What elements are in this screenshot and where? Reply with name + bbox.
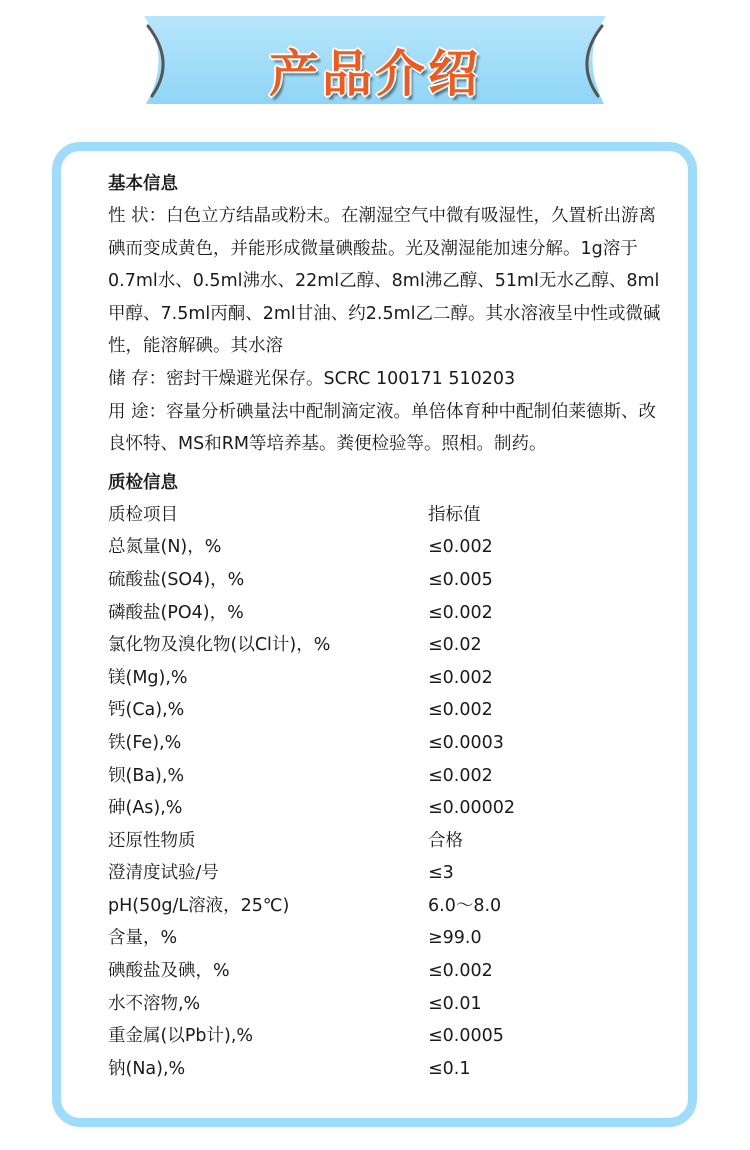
qc-row xyxy=(108,629,668,662)
qc-row xyxy=(108,825,668,858)
qc-item-value: ≤0.002 xyxy=(428,667,493,688)
qc-info-heading: 质检信息 xyxy=(108,472,178,493)
qc-item-value: 合格 xyxy=(428,830,463,851)
qc-header-item: 质检项目 xyxy=(108,504,178,525)
qc-row xyxy=(108,662,668,695)
storage-text: 储 存：密封干燥避光保存。SCRC 100171 510203 xyxy=(108,368,516,389)
qc-row xyxy=(108,890,668,923)
qc-item-name: 含量，% xyxy=(108,928,178,949)
qc-row xyxy=(108,1020,668,1053)
qc-item-name: 澄清度试验/号 xyxy=(108,863,219,884)
qc-item-value: ≤0.00002 xyxy=(428,798,516,819)
qc-item-value: ≤0.002 xyxy=(428,765,493,786)
qc-item-value: 6.0～8.0 xyxy=(428,895,502,916)
qc-item-name: 铁(Fe),% xyxy=(108,732,182,753)
qc-item-name: 还原性物质 xyxy=(108,830,196,851)
qc-item-name: 硫酸盐(SO4)，% xyxy=(108,569,245,590)
info-content xyxy=(108,168,668,1085)
qc-row xyxy=(108,760,668,793)
qc-item-value: ≤0.002 xyxy=(428,537,493,558)
qc-item-name: 重金属(以Pb计),% xyxy=(108,1026,254,1047)
qc-item-name: 碘酸盐及碘，% xyxy=(108,961,230,982)
qc-item-name: 总氮量(N)，% xyxy=(108,537,222,558)
qc-item-value: ≤0.002 xyxy=(428,700,493,721)
qc-item-value: ≤0.0003 xyxy=(428,732,504,753)
qc-item-value: ≤3 xyxy=(428,863,454,884)
qc-item-value: ≤0.1 xyxy=(428,1058,471,1079)
qc-row xyxy=(108,694,668,727)
qc-table xyxy=(108,531,668,1085)
qc-item-value: ≤0.002 xyxy=(428,602,493,623)
qc-row xyxy=(108,727,668,760)
basic-info-heading: 基本信息 xyxy=(108,174,178,194)
qc-row xyxy=(108,564,668,597)
qc-row xyxy=(108,531,668,564)
qc-item-name: pH(50g/L溶液，25℃) xyxy=(108,895,290,916)
qc-row xyxy=(108,922,668,955)
qc-item-name: 水不溶物,% xyxy=(108,993,201,1014)
qc-header-row xyxy=(108,499,668,532)
qc-row xyxy=(108,988,668,1021)
usage-text: 用 途：容量分析碘量法中配制滴定液。单倍体育种中配制伯莱德斯、改良怀特、MS和RM等培养基。粪便检验等。照相。制药。 xyxy=(108,401,657,455)
qc-item-name: 钡(Ba),% xyxy=(108,765,185,786)
qc-item-name: 镁(Mg),% xyxy=(108,667,188,688)
qc-item-value: ≤0.0005 xyxy=(428,1026,504,1047)
qc-item-value: ≤0.01 xyxy=(428,993,482,1014)
qc-item-name: 氯化物及溴化物(以Cl计)，% xyxy=(108,635,331,656)
banner-title: 产品介绍 xyxy=(269,45,481,103)
qc-item-value: ≤0.005 xyxy=(428,569,493,590)
qc-header-value: 指标值 xyxy=(428,504,481,525)
qc-item-name: 钙(Ca),% xyxy=(108,700,185,721)
qc-item-name: 钠(Na),% xyxy=(108,1058,186,1079)
qc-row xyxy=(108,1053,668,1086)
qc-item-value: ≤0.002 xyxy=(428,961,493,982)
properties-text: 性 状：白色立方结晶或粉末。在潮湿空气中微有吸湿性，久置析出游离碘而变成黄色，并能形成微量碘酸盐。光及潮湿能加速分解。1g溶于0.7ml水、0.5ml沸水、22ml乙醇、8ml沸乙醇、51ml无水乙醇、8ml甲醇、7.5ml丙酮、2ml甘油、约2.5ml乙二醇。其水溶液呈中性或微碱性，能溶解碘。其水溶 xyxy=(108,206,661,357)
qc-item-value: ≥99.0 xyxy=(428,928,482,949)
qc-item-name: 砷(As),% xyxy=(108,798,183,819)
title-banner xyxy=(140,12,610,114)
qc-row xyxy=(108,955,668,988)
qc-item-value: ≤0.02 xyxy=(428,635,482,656)
qc-row xyxy=(108,792,668,825)
qc-row xyxy=(108,857,668,890)
qc-item-name: 磷酸盐(PO4)，% xyxy=(108,602,244,623)
qc-row xyxy=(108,597,668,630)
